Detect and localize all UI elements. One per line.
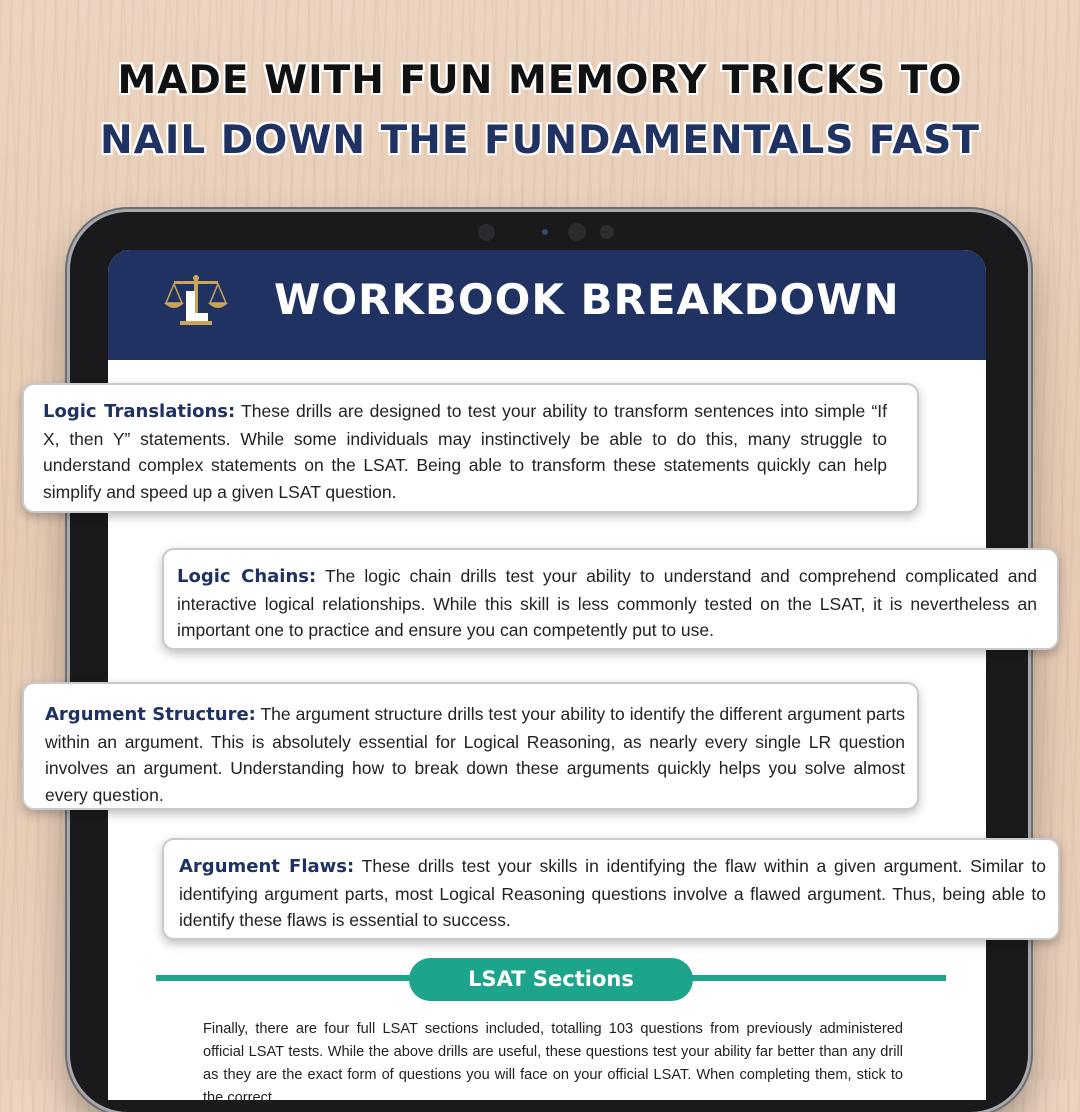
- sensor-icon: [600, 225, 614, 239]
- section-body-text: Finally, there are four full LSAT sections included, totalling 103 questions from previously administered official LSAT tests. While the above drills are useful, these questions test your ability far better than any drill as they are the exact form of questions you will face on your official LSAT. When completing them, stick to the correct: [203, 1021, 903, 1106]
- camera-icon: [568, 223, 586, 241]
- card-body: The logic chain drills test your ability to understand and comprehend complicated and interactive logical relationships. While this skill is less commonly tested on the LSAT, it is nevertheless an important one to practice and ensure you can competently put to use.: [177, 566, 1037, 640]
- card-logic-translations: [22, 383, 919, 513]
- headline-line-1: MADE WITH FUN MEMORY TRICKS TO: [117, 58, 963, 103]
- banner-title: WORKBOOK BREAKDOWN: [274, 275, 900, 324]
- card-body: These drills test your skills in identifying the flaw within a given argument. Similar to identifying argument parts, most Logical Reasoning questions involve a flawed argument. Thus, being able to identify these flaws is essential to success.: [179, 856, 1046, 930]
- card-term: Argument Flaws:: [179, 856, 355, 877]
- card-text: [43, 398, 887, 505]
- card-logic-chains: [162, 548, 1059, 650]
- headline-line-2: NAIL DOWN THE FUNDAMENTALS FAST: [100, 118, 980, 163]
- card-text: [179, 853, 1046, 934]
- scales-of-justice-logo-icon: [160, 273, 232, 329]
- card-term: Logic Translations:: [43, 401, 236, 422]
- card-argument-structure: [22, 682, 919, 810]
- tablet-side-button: [1028, 275, 1033, 345]
- card-term: Argument Structure:: [45, 704, 256, 725]
- card-term: Logic Chains:: [177, 566, 317, 587]
- workbook-banner: [108, 250, 986, 360]
- camera-icon: [478, 224, 495, 241]
- card-text: [177, 563, 1037, 644]
- card-argument-flaws: [162, 838, 1060, 940]
- section-pill-lsat-sections: LSAT Sections: [409, 958, 693, 1001]
- card-text: [45, 701, 905, 808]
- sensor-icon: [542, 229, 548, 235]
- card-body: The argument structure drills test your ability to identify the different argument parts within an argument. This is absolutely essential for Logical Reasoning, as nearly every single LR question involves an argument. Understanding how to break down these arguments quickly helps you solve almost every question.: [45, 704, 905, 805]
- card-body: These drills are designed to test your ability to transform sentences into simple “If X, then Y” statements. While some individuals may instinctively be able to do this, many struggle to understand complex statements on the LSAT. Being able to transform these statements quickly can help simplify and speed up a given LSAT question.: [43, 401, 887, 502]
